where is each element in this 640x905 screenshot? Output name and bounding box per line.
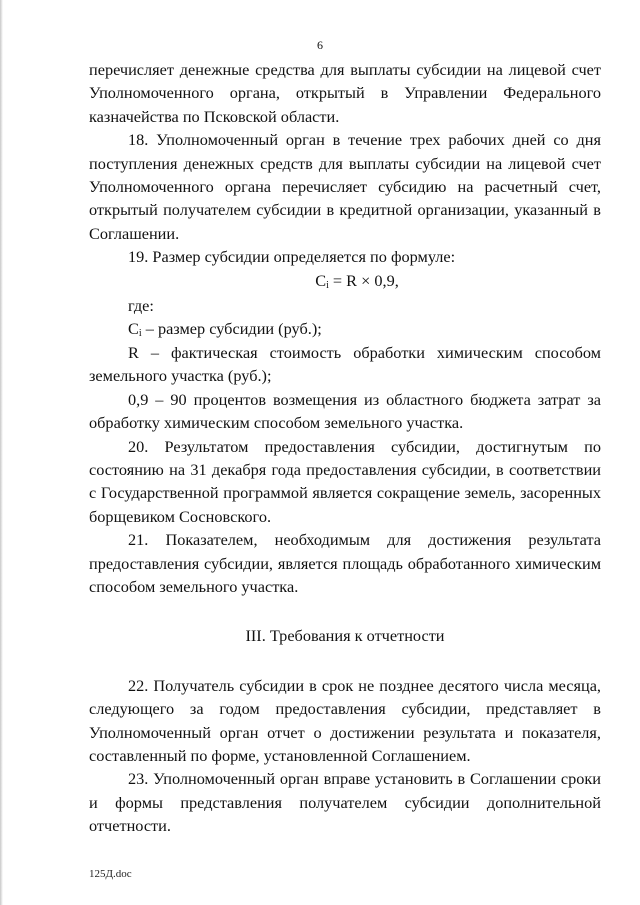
- definition-text: – размер субсидии (руб.);: [141, 319, 322, 339]
- page-edge-shadow: [0, 0, 3, 905]
- formula: [89, 269, 601, 292]
- definition-r: R – фактическая стоимость обработки химическим способом земельного участка (руб.);: [89, 342, 601, 386]
- formula-rest: = R × 0,9,: [328, 270, 399, 290]
- definition-coefficient: 0,9 – 90 процентов возмещения из областного бюджета затрат за обработку химическим способом земельного участка.: [89, 389, 601, 433]
- paragraph-19: 19. Размер субсидии определяется по формуле:: [128, 247, 456, 267]
- definition-symbol: C: [128, 319, 139, 339]
- where-label: где:: [128, 296, 154, 316]
- definition-ci: [89, 317, 601, 340]
- paragraph-23: 23. Уполномоченный орган вправе установить в Соглашении сроки и формы представления получателем субсидии дополнительной отчетности.: [89, 769, 601, 836]
- page-number: 6: [317, 38, 323, 52]
- footer-filename: 125Д.doc: [89, 868, 132, 880]
- section-title: III. Требования к отчетности: [245, 626, 445, 646]
- section-spacer: [89, 648, 601, 674]
- paragraph-22: 22. Получатель субсидии в срок не позднее десятого числа месяца, следующего за годом предоставления субсидии, представляет в Уполномоченный орган отчет о достижении результата и показателя, составленный по форме, установленной Соглашением.: [89, 675, 601, 765]
- paragraph-20: 20. Результатом предоставления субсидии, достигнутым по состоянию на 31 декабря года предоставления субсидии, в соответствии с Государственной программой является сокращение земель, засоренных борщевиком Сосновского.: [89, 436, 601, 526]
- paragraph-continuation: перечисляет денежные средства для выплаты субсидии на лицевой счет Уполномоченного органа, открытый в Управлении Федерального казначейства по Псковской области.: [89, 60, 601, 126]
- formula-symbol: C: [315, 270, 327, 290]
- definition-subscript: i: [138, 328, 142, 340]
- section-spacer: [89, 598, 601, 624]
- paragraph-21: 21. Показателем, необходимым для достижения результата предоставления субсидии, является площадь обработанного химическим способом земельного участка.: [89, 530, 601, 596]
- paragraph-18: 18. Уполномоченный орган в течение трех рабочих дней со дня поступления денежных средств для выплаты субсидии на лицевой счет Уполномоченного органа перечисляет субсидию на расчетный счет, открытый получателем субсидии в кредитной организации, указанный в Соглашении.: [89, 130, 601, 243]
- formula-subscript: i: [326, 279, 329, 291]
- document-body: [89, 58, 601, 838]
